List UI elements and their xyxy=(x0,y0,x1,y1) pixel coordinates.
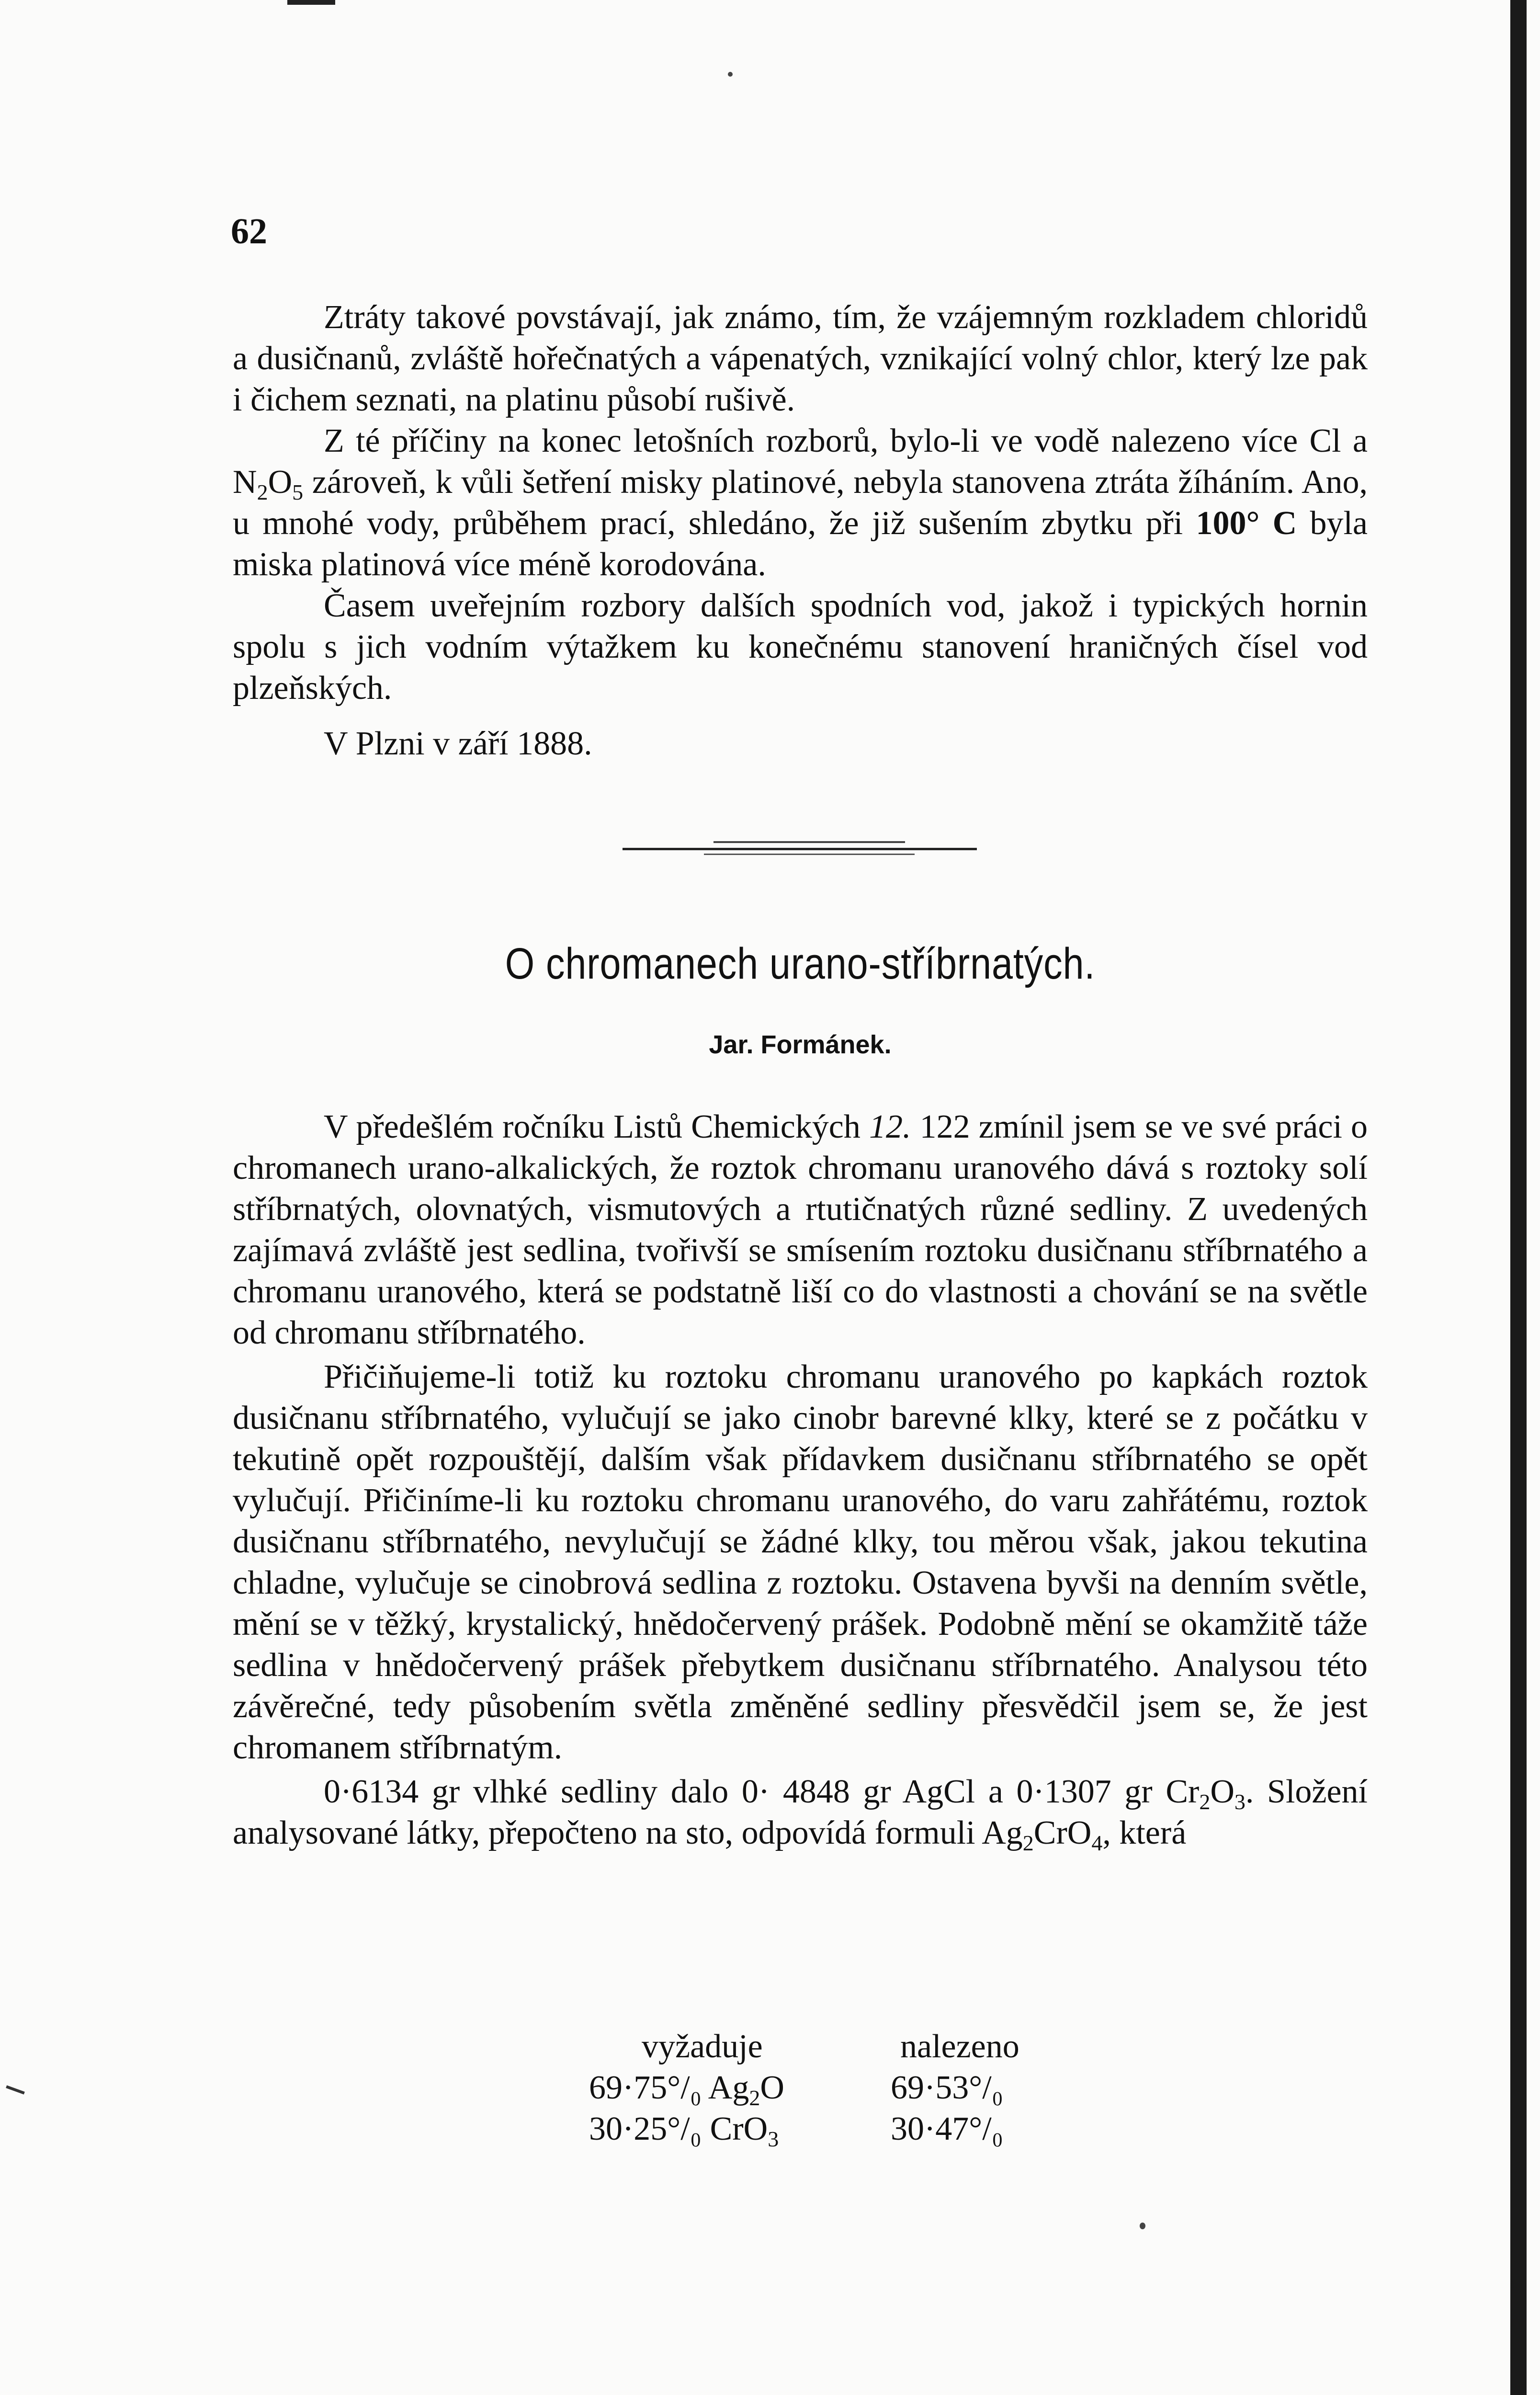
found-value-cell: 69·53°/₀ xyxy=(891,2069,1004,2106)
dateline: V Plzni v září 1888. xyxy=(324,725,592,762)
temperature-value: 100° C xyxy=(1196,505,1297,542)
page-number: 62 xyxy=(231,211,267,251)
scan-edge-mark xyxy=(6,2085,25,2094)
article-paragraph-3: 0·6134 gr vlhké sedliny dalo 0· 4848 gr AgCl a 0·1307 gr $Cr_2O_3$. Složení analysované látky, přepočteno na sto, odpovídá formuli $Ag_2CrO_4$, která xyxy=(233,1773,1368,1855)
results-header-row xyxy=(589,2026,1019,2067)
required-value-cell: 69·75°/₀ $Ag_2O$ xyxy=(589,2069,784,2110)
results-row xyxy=(589,2109,1019,2150)
article-title: O chromanech urano-stříbrnatých. xyxy=(505,939,1096,988)
intro-paragraph-1: Ztráty takové povstávají, jak známo, tím, že vzájemným rozkladem chloridů a dusičnanů, zvláště hořečnatých a vápenatých, vznikající volný chlor, který lze pak i čichem seznati, na platinu působí rušivě. xyxy=(233,299,1368,418)
scan-speck xyxy=(1140,2223,1145,2229)
scan-speck xyxy=(728,72,733,77)
intro-paragraph-3: Časem uveřejním rozbory dalších spodních vod, jakož i typických hornin spolu s jich vodním výtažkem ku konečnému stanovení hraničných čísel vod plzeňských. xyxy=(233,587,1368,707)
journal-reference: 12. xyxy=(869,1108,911,1145)
header-required: vyžaduje xyxy=(642,2028,763,2065)
article-paragraph-1: V předešlém ročníku Listů Chemických 12. 122 zmínil jsem se ve své práci o chromanech urano-alkalických, že roztok chromanu uranového dává s roztoky solí stříbrnatých, olovnatých, vismutových a rtutičnatých různé sedliny. Z uvedených zajímavá zvláště jest sedlina, tvořivší se smísením roztoku dusičnanu stříbrnatého a chromanu uranového, která se podstatně liší co do vlastnosti a chování se na světle od chromanu stříbrnatého. xyxy=(233,1108,1368,1351)
article-body xyxy=(233,1106,1368,1854)
header-found: nalezeno xyxy=(900,2028,1019,2065)
results-row xyxy=(589,2067,1019,2109)
article-paragraph-2: Přičiňujeme-li totiž ku roztoku chromanu uranového po kapkách roztok dusičnanu stříbrnatého, vylučují se jako cinobr barevné klky, které se z počátku v tekutině opět rozpouštějí, dalším však přídavkem dusičnanu stříbrnatého se opět vylučují. Přičiníme-li ku roztoku chromanu uranového, do varu zahřátému, roztok dusičnanu stříbrnatého, nevylučují se žádné klky, tou měrou však, jakou tekutina chladne, vylučuje se cinobrová sedlina z roztoku. Ostavena byvši na denním světle, mění se v těžký, krystalický, hnědočervený prášek. Podobně mění se okamžitě táže sedlina v hnědočervený prášek přebytkem dusičnanu stříbrnatého. Analysou této závěrečné, tedy působením světla změněné sedliny přesvědčil jsem se, že jest chromanem stříbrnatým. xyxy=(233,1358,1368,1766)
found-value-cell: 30·47°/₀ xyxy=(891,2110,1004,2147)
analysis-results-table xyxy=(589,2026,1019,2150)
required-value-cell: 30·25°/₀ CrO$_3$ xyxy=(589,2110,779,2151)
section-divider xyxy=(623,848,977,857)
intro-paragraph-2: Z té příčiny na konec letošních rozborů, bylo-li ve vodě nalezeno více Cl a $N_2O_5$ zároveň, k vůli šetření misky platinové, nebyla stanovena ztráta žíháním. Ano, u mnohé vody, průběhem prací, shledáno, že již sušením zbytku při 100° C byla miska platinová více méně korodována. xyxy=(233,422,1368,583)
intro-section xyxy=(233,297,1368,764)
scan-edge-right xyxy=(1510,0,1527,2395)
article-author: Jar. Formánek. xyxy=(709,1030,892,1059)
scan-edge-top xyxy=(287,0,335,5)
